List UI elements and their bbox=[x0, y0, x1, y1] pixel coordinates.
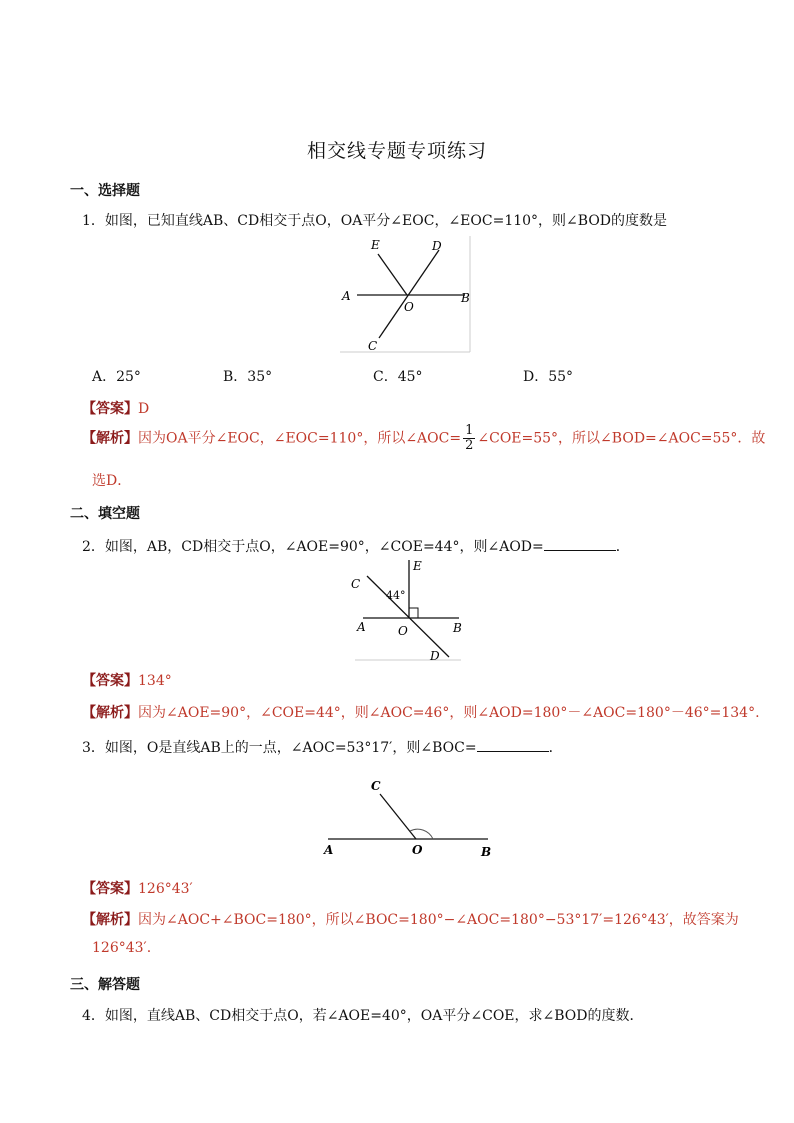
label-d: D bbox=[432, 239, 442, 253]
label-c: C bbox=[351, 577, 361, 591]
option-a: A．25° bbox=[92, 369, 141, 385]
question-3-text: 3．如图，O是直线AB上的一点，∠AOC=53°17′，则∠BOC= bbox=[82, 740, 477, 756]
label-a: A bbox=[342, 289, 351, 303]
answer-value: D bbox=[138, 401, 150, 417]
ray-oc bbox=[380, 794, 416, 839]
label-a: A bbox=[357, 620, 366, 634]
q2-answer bbox=[82, 670, 172, 690]
section-heading-solve: 三、解答题 bbox=[70, 977, 140, 993]
answer-value: 126°43′ bbox=[138, 881, 193, 897]
question-1-figure bbox=[335, 236, 475, 354]
page-title: 相交线专题专项练习 bbox=[306, 140, 487, 162]
label-o: O bbox=[412, 843, 423, 857]
question-2-end: ． bbox=[615, 539, 630, 555]
section-heading-fill: 二、填空题 bbox=[70, 506, 140, 522]
label-e: E bbox=[413, 559, 422, 573]
label-o: O bbox=[398, 624, 408, 638]
answer-tag: 【答案】 bbox=[82, 673, 138, 689]
label-b: B bbox=[481, 845, 492, 859]
ray-oe bbox=[378, 254, 407, 295]
q3-analysis-cont: 126°43′. bbox=[92, 940, 152, 956]
option-d: D．55° bbox=[523, 369, 574, 385]
fraction-numerator: 1 bbox=[465, 423, 474, 438]
label-b: B bbox=[461, 291, 470, 305]
angle-arc bbox=[410, 829, 433, 839]
q1-answer bbox=[82, 398, 149, 418]
analysis-tag: 【解析】 bbox=[82, 430, 138, 447]
label-e: E bbox=[371, 238, 380, 252]
q3-analysis bbox=[82, 909, 739, 929]
q3-answer bbox=[82, 878, 193, 898]
label-c: C bbox=[368, 339, 378, 353]
answer-blank bbox=[477, 739, 549, 752]
analysis-text: 因为∠AOE=90°，∠COE=44°，则∠AOC=46°，则∠AOD=180°－∠AOC=180°－46°=134°. bbox=[138, 705, 760, 721]
label-b: B bbox=[453, 621, 462, 635]
label-d: D bbox=[430, 649, 440, 663]
answer-tag: 【答案】 bbox=[82, 881, 138, 897]
fraction-one-half bbox=[463, 424, 475, 453]
analysis-tag: 【解析】 bbox=[82, 705, 138, 721]
analysis-tag: 【解析】 bbox=[82, 912, 138, 928]
answer-value: 134° bbox=[138, 673, 172, 689]
question-2 bbox=[82, 536, 630, 556]
answer-blank bbox=[544, 538, 616, 551]
question-3 bbox=[82, 737, 563, 757]
label-c: C bbox=[371, 779, 381, 793]
analysis-part-a: 因为OA平分∠EOC，∠EOC=110°，所以∠AOC= bbox=[138, 430, 462, 447]
question-3-figure bbox=[318, 774, 498, 860]
section-heading-choice: 一、选择题 bbox=[70, 183, 140, 199]
option-c: C．45° bbox=[373, 369, 423, 385]
question-4-text: 4．如图，直线AB、CD相交于点O，若∠AOE=40°，OA平分∠COE，求∠BOD的度数． bbox=[82, 1008, 644, 1024]
analysis-part-b: ∠COE=55°，所以∠BOD=∠AOC=55°．故 bbox=[477, 430, 766, 447]
label-a: A bbox=[324, 843, 334, 857]
line-cd bbox=[367, 576, 449, 657]
q1-analysis-cont: 选D． bbox=[92, 473, 132, 489]
question-2-text: 2．如图，AB，CD相交于点O，∠AOE=90°，∠COE=44°，则∠AOD= bbox=[82, 539, 544, 555]
question-2-figure bbox=[345, 556, 465, 664]
question-1-text: 1．如图，已知直线AB、CD相交于点O，OA平分∠EOC，∠EOC=110°，则∠BOD的度数是 bbox=[82, 213, 668, 229]
q2-analysis bbox=[82, 702, 760, 722]
analysis-text: 因为∠AOC+∠BOC=180°，所以∠BOC=180°−∠AOC=180°−53°17′=126°43′，故答案为 bbox=[138, 912, 739, 928]
line-cd bbox=[379, 250, 439, 338]
option-b: B．35° bbox=[223, 369, 273, 385]
q1-analysis bbox=[82, 424, 765, 453]
fraction-denominator: 2 bbox=[465, 438, 474, 453]
question-3-end: ． bbox=[548, 740, 563, 756]
right-angle-mark bbox=[409, 608, 418, 618]
label-o: O bbox=[404, 300, 414, 314]
answer-tag: 【答案】 bbox=[82, 401, 138, 417]
label-angle-44: 44° bbox=[386, 589, 406, 602]
